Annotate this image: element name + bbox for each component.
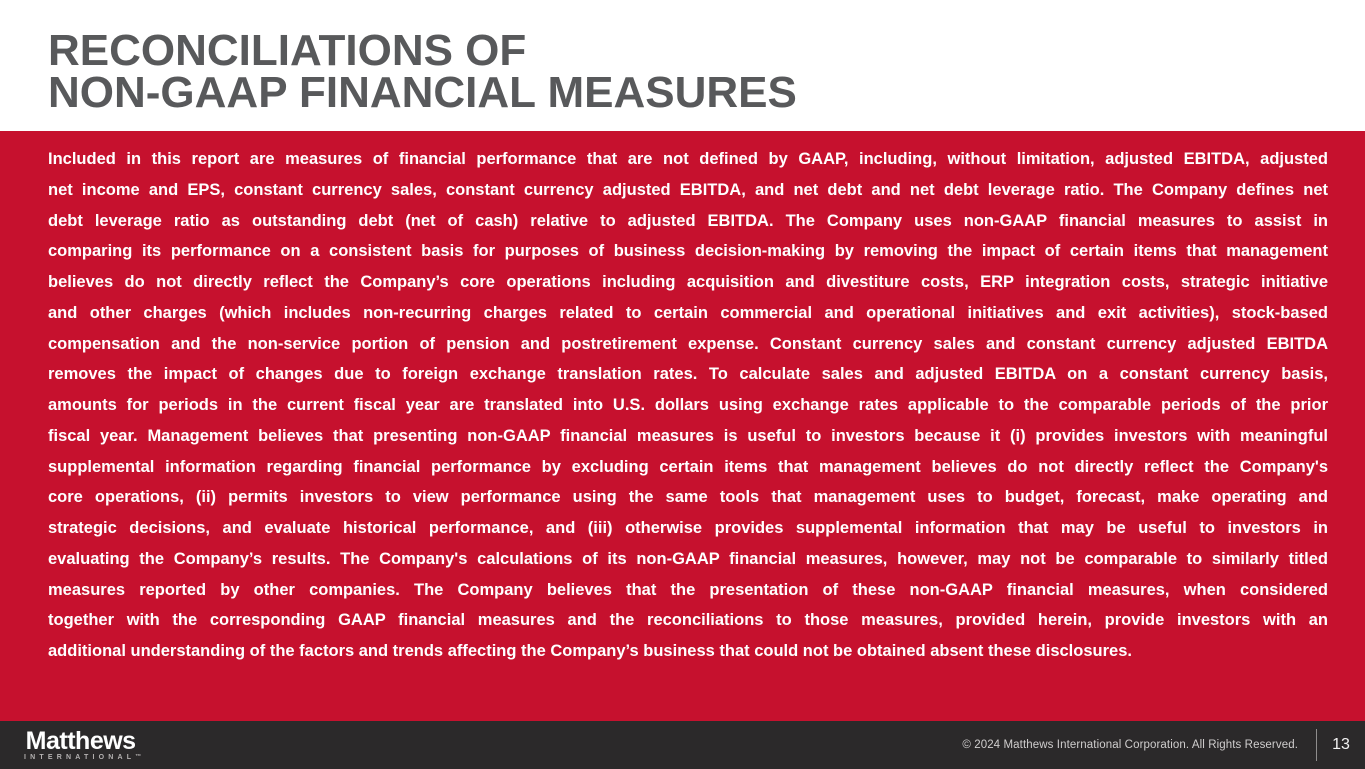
disclosure-text-line: measures reported by other companies. The Company believes that the presentation of these non-GAAP financial measures, when considered: [48, 580, 1328, 599]
disclosure-text-line: compensation and the non-service portion of pension and postretirement expense. Constant currency sales and constant currency adjusted EBITDA: [48, 334, 1328, 353]
disclosure-text-panel: [0, 131, 1365, 721]
disclosure-text-line: and other charges (which includes non-recurring charges related to certain commercial and operational initiatives and exit activities), stock-based: [48, 303, 1328, 322]
disclosure-text-line: believes do not directly reflect the Company’s core operations including acquisition and divestiture costs, ERP integration costs, strategic initiative: [48, 273, 1328, 291]
disclosure-text-line: core operations, (ii) permits investors to view performance using the same tools that management uses to budget, forecast, make operating and: [48, 488, 1328, 507]
disclosure-text-line: strategic decisions, and evaluate historical performance, and (iii) otherwise provides supplemental information that may be useful to investors in: [48, 519, 1328, 537]
matthews-logo-subtext-label: INTERNATIONAL: [24, 754, 136, 761]
page-title: [48, 26, 1365, 117]
footer-divider: [1316, 729, 1317, 761]
page-title-line2: NON-GAAP FINANCIAL MEASURES: [48, 68, 797, 117]
disclosure-text-line: comparing its performance on a consistent basis for purposes of business decision-making by removing the impact of certain items that management: [48, 242, 1328, 261]
matthews-logo-subtext: [20, 754, 141, 761]
disclosure-text-line: net income and EPS, constant currency sales, constant currency adjusted EBITDA, and net debt and net debt leverage ratio. The Company defines net: [48, 180, 1328, 199]
page-number: 13: [1332, 736, 1350, 753]
trademark-icon: ™: [135, 754, 142, 760]
disclosure-text-line: removes the impact of changes due to foreign exchange translation rates. To calculate sales and adjusted EBITDA on a constant currency basis,: [48, 365, 1328, 384]
disclosure-text-line: Included in this report are measures of financial performance that are not defined by GAAP, including, without limitation, adjusted EBITDA, adjusted: [48, 150, 1328, 168]
slide-header: [0, 0, 1365, 131]
disclosure-text-line: supplemental information regarding financial performance by excluding certain items that management believes do not directly reflect the Company's: [48, 457, 1328, 476]
disclosure-text-line: amounts for periods in the current fiscal year are translated into U.S. dollars using exchange rates applicable to the comparable periods of the prior: [48, 396, 1328, 414]
footer-right-group: [962, 721, 1365, 769]
page-title-line1: RECONCILIATIONS OF: [48, 26, 527, 75]
matthews-logo-wordmark: Matthews: [25, 727, 136, 755]
disclosure-text-line: additional understanding of the factors and trends affecting the Company’s business that could not be obtained absent these disclosures.: [48, 642, 1132, 660]
matthews-logo: [20, 729, 141, 761]
disclosure-text-line: debt leverage ratio as outstanding debt (net of cash) relative to adjusted EBITDA. The Company uses non-GAAP financial measures to assist in: [48, 211, 1328, 230]
copyright-text: © 2024 Matthews International Corporation. All Rights Reserved.: [962, 739, 1298, 751]
disclosure-text-line: together with the corresponding GAAP financial measures and the reconciliations to those measures, provided herein, provide investors with an: [48, 611, 1328, 630]
disclosure-text-line: fiscal year. Management believes that presenting non-GAAP financial measures is useful to investors because it (i) provides investors with meaningful: [48, 426, 1328, 445]
disclosure-text-line: evaluating the Company’s results. The Company's calculations of its non-GAAP financial measures, however, may not be comparable to similarly titled: [48, 549, 1328, 568]
slide-footer: [0, 721, 1365, 769]
